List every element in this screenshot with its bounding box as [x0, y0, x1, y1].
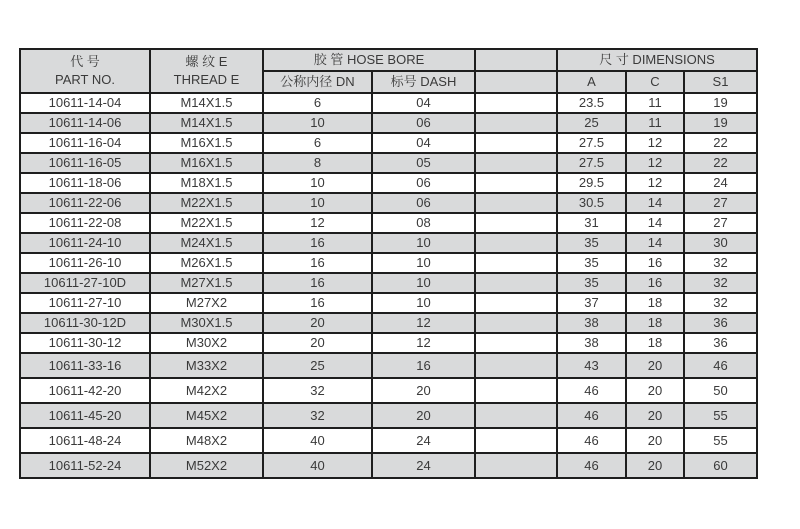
cell-thread: M42X2 — [150, 378, 263, 403]
cell-a: 38 — [557, 333, 626, 353]
cell-s1: 19 — [684, 93, 757, 113]
cell-c: 20 — [626, 353, 684, 378]
cell-part-no: 10611-30-12 — [20, 333, 150, 353]
table-body — [20, 93, 757, 478]
cell-thread: M27X2 — [150, 293, 263, 313]
cell-dash: 16 — [372, 353, 475, 378]
cell-part-no: 10611-42-20 — [20, 378, 150, 403]
cell-dn: 10 — [263, 113, 372, 133]
table-row — [20, 313, 757, 333]
cell-thread: M30X1.5 — [150, 313, 263, 333]
cell-c: 20 — [626, 428, 684, 453]
col-header-part-no — [20, 49, 150, 93]
cell-part-no: 10611-26-10 — [20, 253, 150, 273]
cell-a: 46 — [557, 403, 626, 428]
cell-spacer — [475, 453, 557, 478]
cell-dn: 40 — [263, 453, 372, 478]
cell-dn: 32 — [263, 403, 372, 428]
table-row — [20, 93, 757, 113]
cell-c: 18 — [626, 333, 684, 353]
cell-spacer — [475, 313, 557, 333]
cell-c: 20 — [626, 453, 684, 478]
cell-dash: 24 — [372, 453, 475, 478]
cell-part-no: 10611-24-10 — [20, 233, 150, 253]
cell-dn: 16 — [263, 253, 372, 273]
cell-spacer — [475, 353, 557, 378]
cell-thread: M16X1.5 — [150, 153, 263, 173]
cell-a: 23.5 — [557, 93, 626, 113]
table-row — [20, 253, 757, 273]
cell-c: 16 — [626, 253, 684, 273]
col-header-dn: 公称内径 DN — [263, 71, 372, 93]
cell-dn: 6 — [263, 93, 372, 113]
cell-dash: 06 — [372, 193, 475, 213]
cell-thread: M22X1.5 — [150, 193, 263, 213]
cell-spacer — [475, 333, 557, 353]
col-header-part-no-zh: 代 号 — [70, 54, 100, 70]
cell-spacer — [475, 173, 557, 193]
col-header-part-no-en: PART NO. — [55, 72, 115, 87]
cell-dash: 10 — [372, 293, 475, 313]
col-header-s1: S1 — [684, 71, 757, 93]
cell-s1: 50 — [684, 378, 757, 403]
cell-c: 11 — [626, 113, 684, 133]
cell-dash: 10 — [372, 253, 475, 273]
cell-spacer — [475, 213, 557, 233]
cell-thread: M22X1.5 — [150, 213, 263, 233]
cell-c: 18 — [626, 293, 684, 313]
cell-thread: M27X1.5 — [150, 273, 263, 293]
table-row — [20, 133, 757, 153]
table-row — [20, 273, 757, 293]
group-header-dimensions: 尺 寸 DIMENSIONS — [557, 49, 757, 71]
cell-s1: 36 — [684, 313, 757, 333]
table-header — [20, 49, 757, 93]
cell-spacer — [475, 253, 557, 273]
cell-s1: 19 — [684, 113, 757, 133]
col-header-c: C — [626, 71, 684, 93]
cell-dn: 32 — [263, 378, 372, 403]
cell-a: 35 — [557, 253, 626, 273]
cell-c: 12 — [626, 153, 684, 173]
cell-dash: 04 — [372, 93, 475, 113]
table-row — [20, 153, 757, 173]
cell-s1: 60 — [684, 453, 757, 478]
cell-a: 43 — [557, 353, 626, 378]
cell-part-no: 10611-14-06 — [20, 113, 150, 133]
cell-a: 35 — [557, 233, 626, 253]
table-row — [20, 113, 757, 133]
cell-dn: 20 — [263, 313, 372, 333]
cell-part-no: 10611-22-06 — [20, 193, 150, 213]
cell-s1: 27 — [684, 213, 757, 233]
cell-dn: 16 — [263, 293, 372, 313]
cell-thread: M30X2 — [150, 333, 263, 353]
cell-thread: M14X1.5 — [150, 113, 263, 133]
table-row — [20, 213, 757, 233]
table-row — [20, 428, 757, 453]
cell-dn: 10 — [263, 193, 372, 213]
cell-spacer — [475, 193, 557, 213]
cell-spacer — [475, 233, 557, 253]
cell-s1: 22 — [684, 133, 757, 153]
cell-dash: 06 — [372, 173, 475, 193]
cell-c: 11 — [626, 93, 684, 113]
cell-spacer — [475, 113, 557, 133]
cell-s1: 32 — [684, 253, 757, 273]
cell-dn: 16 — [263, 273, 372, 293]
col-header-dash: 标号 DASH — [372, 71, 475, 93]
cell-s1: 32 — [684, 293, 757, 313]
cell-thread: M16X1.5 — [150, 133, 263, 153]
cell-part-no: 10611-52-24 — [20, 453, 150, 478]
cell-part-no: 10611-16-04 — [20, 133, 150, 153]
cell-c: 14 — [626, 193, 684, 213]
col-header-thread-en: THREAD E — [173, 72, 240, 87]
table-row — [20, 233, 757, 253]
table-row — [20, 403, 757, 428]
cell-dn: 12 — [263, 213, 372, 233]
col-header-thread — [150, 49, 263, 93]
spacer-header-top — [475, 49, 557, 71]
cell-spacer — [475, 153, 557, 173]
cell-dn: 8 — [263, 153, 372, 173]
cell-a: 46 — [557, 428, 626, 453]
cell-dash: 08 — [372, 213, 475, 233]
cell-part-no: 10611-27-10D — [20, 273, 150, 293]
table-row — [20, 353, 757, 378]
cell-dn: 16 — [263, 233, 372, 253]
cell-dash: 24 — [372, 428, 475, 453]
cell-a: 25 — [557, 113, 626, 133]
cell-dash: 20 — [372, 378, 475, 403]
cell-dash: 10 — [372, 233, 475, 253]
cell-c: 20 — [626, 403, 684, 428]
cell-part-no: 10611-16-05 — [20, 153, 150, 173]
cell-spacer — [475, 93, 557, 113]
cell-a: 35 — [557, 273, 626, 293]
cell-spacer — [475, 428, 557, 453]
table-row — [20, 378, 757, 403]
cell-s1: 32 — [684, 273, 757, 293]
table-row — [20, 293, 757, 313]
cell-c: 20 — [626, 378, 684, 403]
cell-a: 27.5 — [557, 133, 626, 153]
cell-dash: 05 — [372, 153, 475, 173]
cell-thread: M14X1.5 — [150, 93, 263, 113]
cell-spacer — [475, 403, 557, 428]
spec-table — [19, 48, 758, 479]
cell-spacer — [475, 133, 557, 153]
spacer-header-bottom — [475, 71, 557, 93]
cell-c: 16 — [626, 273, 684, 293]
cell-c: 12 — [626, 173, 684, 193]
cell-s1: 36 — [684, 333, 757, 353]
cell-part-no: 10611-22-08 — [20, 213, 150, 233]
cell-thread: M24X1.5 — [150, 233, 263, 253]
table-row — [20, 453, 757, 478]
col-header-a: A — [557, 71, 626, 93]
cell-s1: 30 — [684, 233, 757, 253]
cell-thread: M26X1.5 — [150, 253, 263, 273]
cell-thread: M33X2 — [150, 353, 263, 378]
cell-s1: 46 — [684, 353, 757, 378]
cell-a: 30.5 — [557, 193, 626, 213]
cell-s1: 24 — [684, 173, 757, 193]
cell-part-no: 10611-14-04 — [20, 93, 150, 113]
cell-dn: 6 — [263, 133, 372, 153]
cell-a: 46 — [557, 378, 626, 403]
table-row — [20, 193, 757, 213]
cell-dn: 10 — [263, 173, 372, 193]
cell-dn: 40 — [263, 428, 372, 453]
cell-part-no: 10611-48-24 — [20, 428, 150, 453]
cell-c: 14 — [626, 213, 684, 233]
cell-part-no: 10611-27-10 — [20, 293, 150, 313]
cell-part-no: 10611-45-20 — [20, 403, 150, 428]
cell-c: 14 — [626, 233, 684, 253]
cell-dash: 06 — [372, 113, 475, 133]
cell-s1: 22 — [684, 153, 757, 173]
cell-part-no: 10611-18-06 — [20, 173, 150, 193]
cell-a: 31 — [557, 213, 626, 233]
cell-dash: 10 — [372, 273, 475, 293]
cell-spacer — [475, 293, 557, 313]
col-header-thread-zh: 螺 纹 E — [185, 54, 228, 70]
cell-thread: M45X2 — [150, 403, 263, 428]
header-row-group — [20, 49, 757, 71]
cell-part-no: 10611-30-12D — [20, 313, 150, 333]
cell-spacer — [475, 378, 557, 403]
cell-thread: M18X1.5 — [150, 173, 263, 193]
cell-part-no: 10611-33-16 — [20, 353, 150, 378]
cell-thread: M48X2 — [150, 428, 263, 453]
cell-thread: M52X2 — [150, 453, 263, 478]
cell-s1: 55 — [684, 403, 757, 428]
cell-s1: 27 — [684, 193, 757, 213]
cell-dn: 20 — [263, 333, 372, 353]
cell-dn: 25 — [263, 353, 372, 378]
cell-dash: 12 — [372, 333, 475, 353]
group-header-hose-bore: 胶 管 HOSE BORE — [263, 49, 475, 71]
table-row — [20, 173, 757, 193]
cell-a: 38 — [557, 313, 626, 333]
cell-dash: 04 — [372, 133, 475, 153]
cell-a: 27.5 — [557, 153, 626, 173]
cell-dash: 12 — [372, 313, 475, 333]
cell-dash: 20 — [372, 403, 475, 428]
cell-s1: 55 — [684, 428, 757, 453]
cell-a: 46 — [557, 453, 626, 478]
cell-spacer — [475, 273, 557, 293]
table-row — [20, 333, 757, 353]
cell-a: 37 — [557, 293, 626, 313]
cell-c: 18 — [626, 313, 684, 333]
cell-a: 29.5 — [557, 173, 626, 193]
cell-c: 12 — [626, 133, 684, 153]
